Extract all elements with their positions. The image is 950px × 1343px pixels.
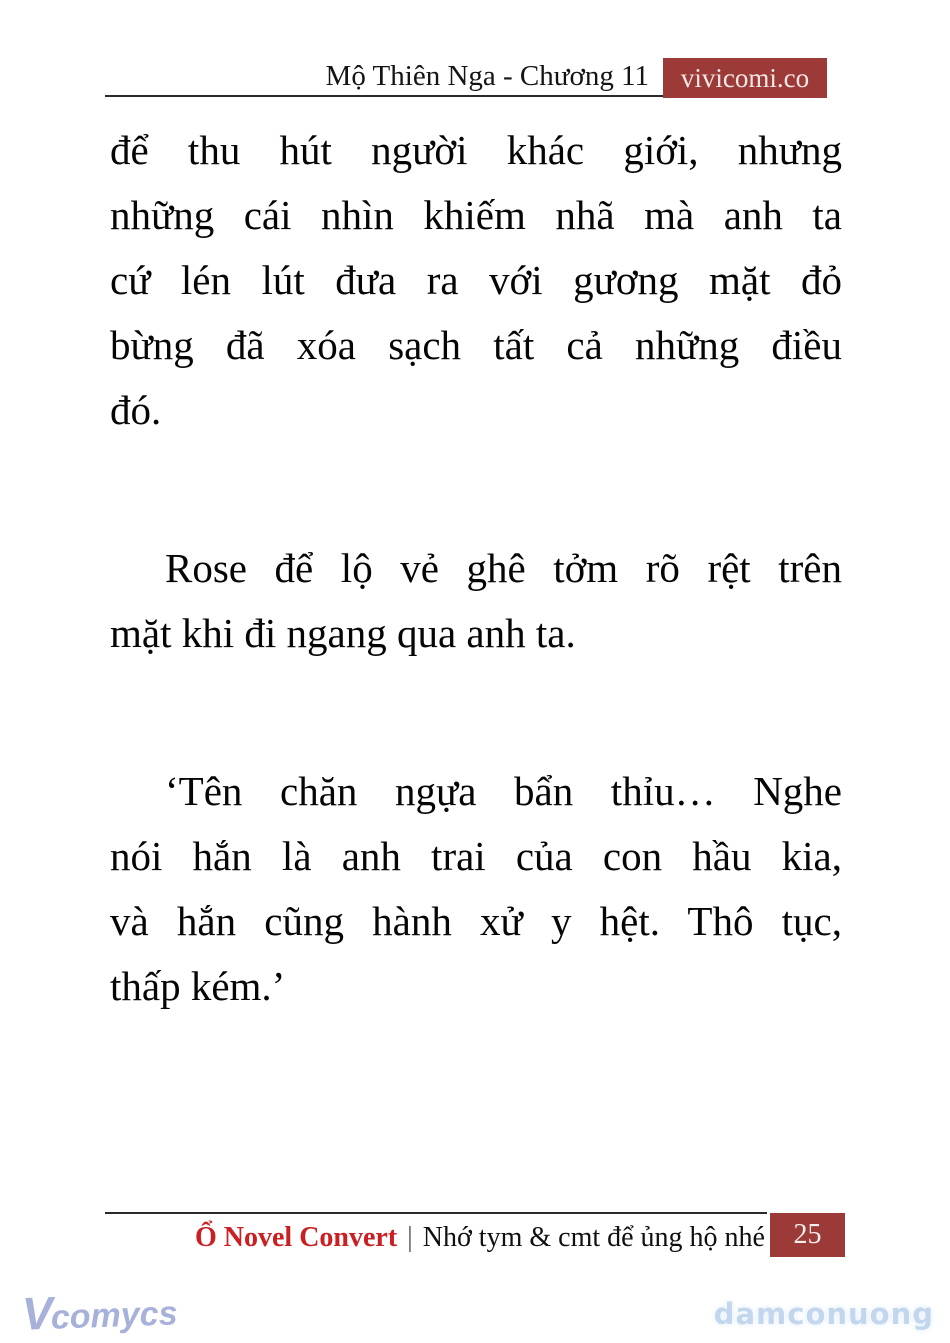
vcomycs-watermark-initial: V	[21, 1286, 52, 1340]
text-line: nói hắn là anh trai của con hầu kia,	[110, 833, 842, 879]
text-line: bừng đã xóa sạch tất cả những điều	[110, 322, 842, 368]
text-line: đó.	[110, 387, 162, 433]
vcomycs-watermark	[21, 1281, 178, 1340]
body-text	[110, 118, 842, 1019]
text-line: mặt khi đi ngang qua anh ta.	[110, 610, 576, 656]
text-line: ‘Tên chăn ngựa bẩn thỉu… Nghe	[165, 768, 842, 814]
text-line: cứ lén lút đưa ra với gương mặt đỏ	[110, 257, 842, 303]
page-number-badge	[770, 1213, 845, 1257]
page-header	[326, 58, 827, 98]
site-badge: vivicomi.co	[663, 58, 827, 98]
converter-credit: Ổ Novel Convert	[194, 1222, 398, 1253]
damconuong-watermark: damconuong	[713, 1297, 934, 1331]
paragraph	[110, 759, 842, 1019]
text-line: để thu hút người khác giới, nhưng	[110, 127, 842, 173]
footer-message: Nhớ tym & cmt để ủng hộ nhé	[422, 1222, 765, 1253]
page-number: 25	[793, 1219, 822, 1250]
chapter-title: Mộ Thiên Nga - Chương 11	[325, 59, 649, 92]
paragraph	[110, 536, 842, 666]
footer-separator: |	[407, 1222, 413, 1253]
paragraph	[110, 118, 842, 443]
text-line: thấp kém.’	[110, 963, 286, 1009]
text-line: những cái nhìn khiếm nhã mà anh ta	[110, 192, 842, 238]
page-footer	[195, 1218, 765, 1258]
text-line: Rose để lộ vẻ ghê tởm rõ rệt trên	[165, 545, 842, 591]
vcomycs-watermark-rest: comycs	[50, 1294, 179, 1337]
text-line: và hắn cũng hành xử y hệt. Thô tục,	[110, 898, 842, 944]
footer-divider	[105, 1212, 767, 1214]
